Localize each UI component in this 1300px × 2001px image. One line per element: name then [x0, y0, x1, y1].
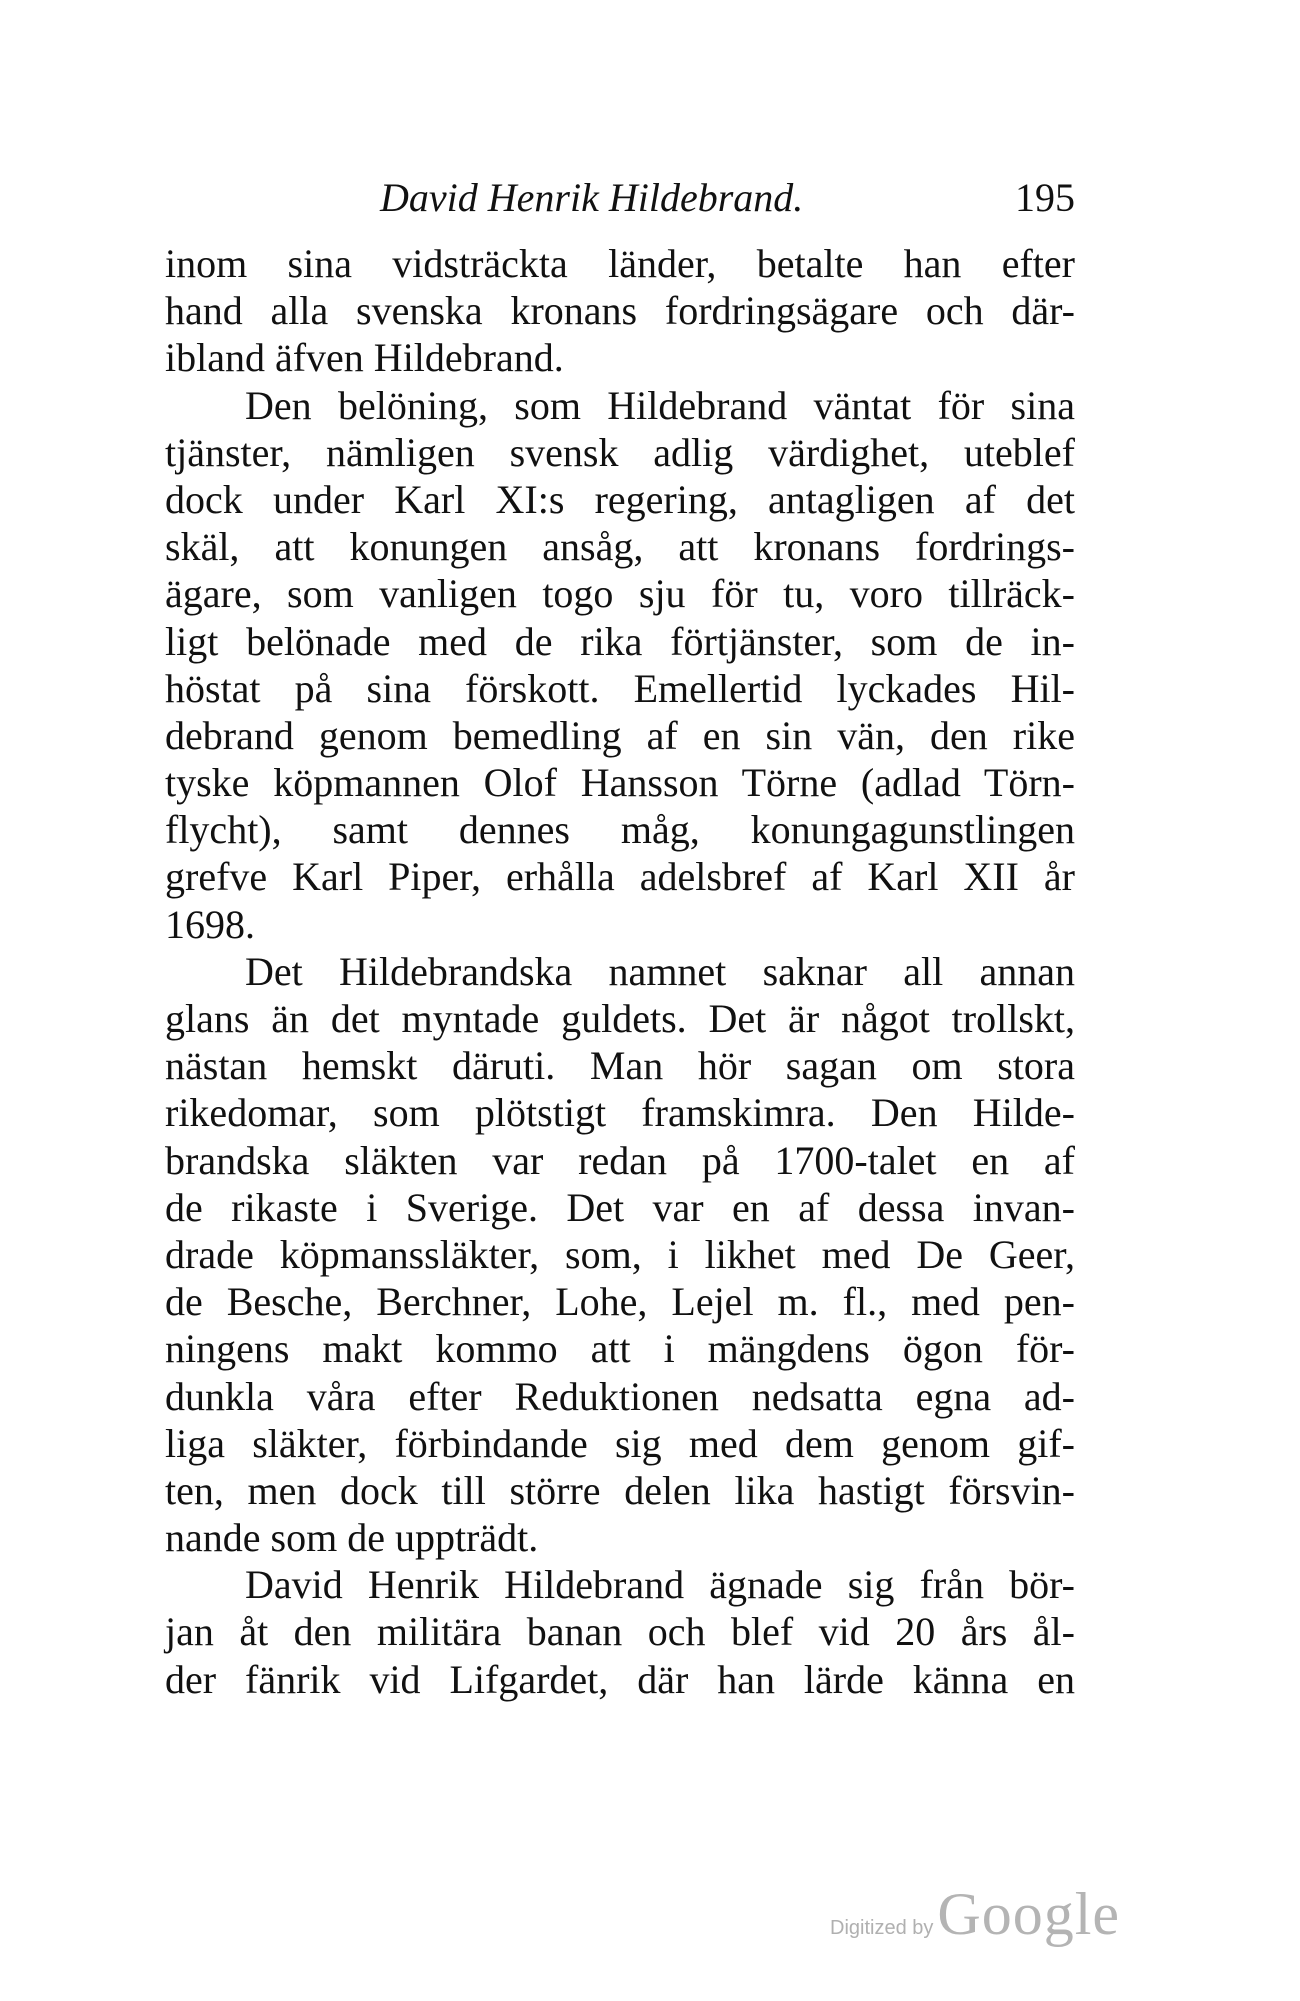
text-line: glans än det myntade guldets. Det är något trollskt, — [165, 996, 1075, 1041]
page-header — [165, 168, 1075, 228]
google-logo: Google — [937, 1881, 1121, 1947]
body-text — [165, 240, 1075, 1703]
text-line: dunkla våra efter Reduktionen nedsatta egna ad- — [165, 1373, 1075, 1419]
text-line: Den belöning, som Hildebrand väntat för sina — [245, 382, 1075, 428]
text-line: de rikaste i Sverige. Det var en af dessa invan- — [165, 1184, 1075, 1230]
text-line: jan åt den militära banan och blef vid 20 års ål- — [165, 1609, 1075, 1655]
text-line: inom sina vidsträckta länder, betalte han efter — [165, 241, 1075, 286]
text-line: ten, men dock till större delen lika hastigt försvin- — [165, 1467, 1075, 1513]
text-line: höstat på sina förskott. Emellertid lyckades Hil- — [165, 665, 1075, 711]
watermark-prefix: Digitized by — [830, 1917, 934, 1939]
text-line: ningens makt kommo att i mängdens ögon för- — [165, 1326, 1075, 1372]
text-line: tyske köpmannen Olof Hansson Törne (adlad Törn- — [165, 760, 1075, 806]
text-line: dock under Karl XI:s regering, antagligen af det — [165, 476, 1075, 522]
text-line: ibland äfven Hildebrand. — [165, 335, 564, 381]
text-line: tjänster, nämligen svensk adlig värdighet, uteblef — [165, 429, 1075, 475]
text-line: 1698. — [165, 901, 255, 947]
text-line: der fänrik vid Lifgardet, där han lärde känna en — [165, 1656, 1075, 1702]
page-number: 195 — [1015, 175, 1075, 220]
text-line: brandska släkten var redan på 1700-talet en af — [165, 1137, 1075, 1183]
text-line: ligt belönade med de rika förtjänster, som de in- — [165, 618, 1075, 664]
text-line: liga släkter, förbindande sig med dem genom gif- — [165, 1420, 1075, 1466]
text-line: nande som de uppträdt. — [165, 1515, 539, 1561]
text-line: debrand genom bemedling af en sin vän, den rike — [165, 712, 1075, 758]
text-line: Det Hildebrandska namnet saknar all annan — [245, 948, 1075, 994]
running-title: David Henrik Hildebrand. — [380, 175, 804, 220]
digitized-watermark — [830, 1880, 1120, 1949]
text-line: de Besche, Berchner, Lohe, Lejel m. fl., med pen- — [165, 1279, 1075, 1325]
text-line: grefve Karl Piper, erhålla adelsbref af Karl XII år — [165, 854, 1075, 900]
text-line: ägare, som vanligen togo sju för tu, voro tillräck- — [165, 571, 1075, 617]
text-line: hand alla svenska kronans fordringsägare och där- — [165, 288, 1075, 334]
text-line: flycht), samt dennes måg, konungagunstlingen — [165, 807, 1075, 853]
text-line: David Henrik Hildebrand ägnade sig från bör- — [245, 1562, 1075, 1608]
text-line: drade köpmanssläkter, som, i likhet med De Geer, — [165, 1231, 1075, 1277]
text-line: skäl, att konungen ansåg, att kronans fordrings- — [165, 524, 1075, 570]
text-line: rikedomar, som plötstigt framskimra. Den Hilde- — [165, 1090, 1075, 1136]
text-line: nästan hemskt däruti. Man hör sagan om stora — [165, 1043, 1075, 1089]
